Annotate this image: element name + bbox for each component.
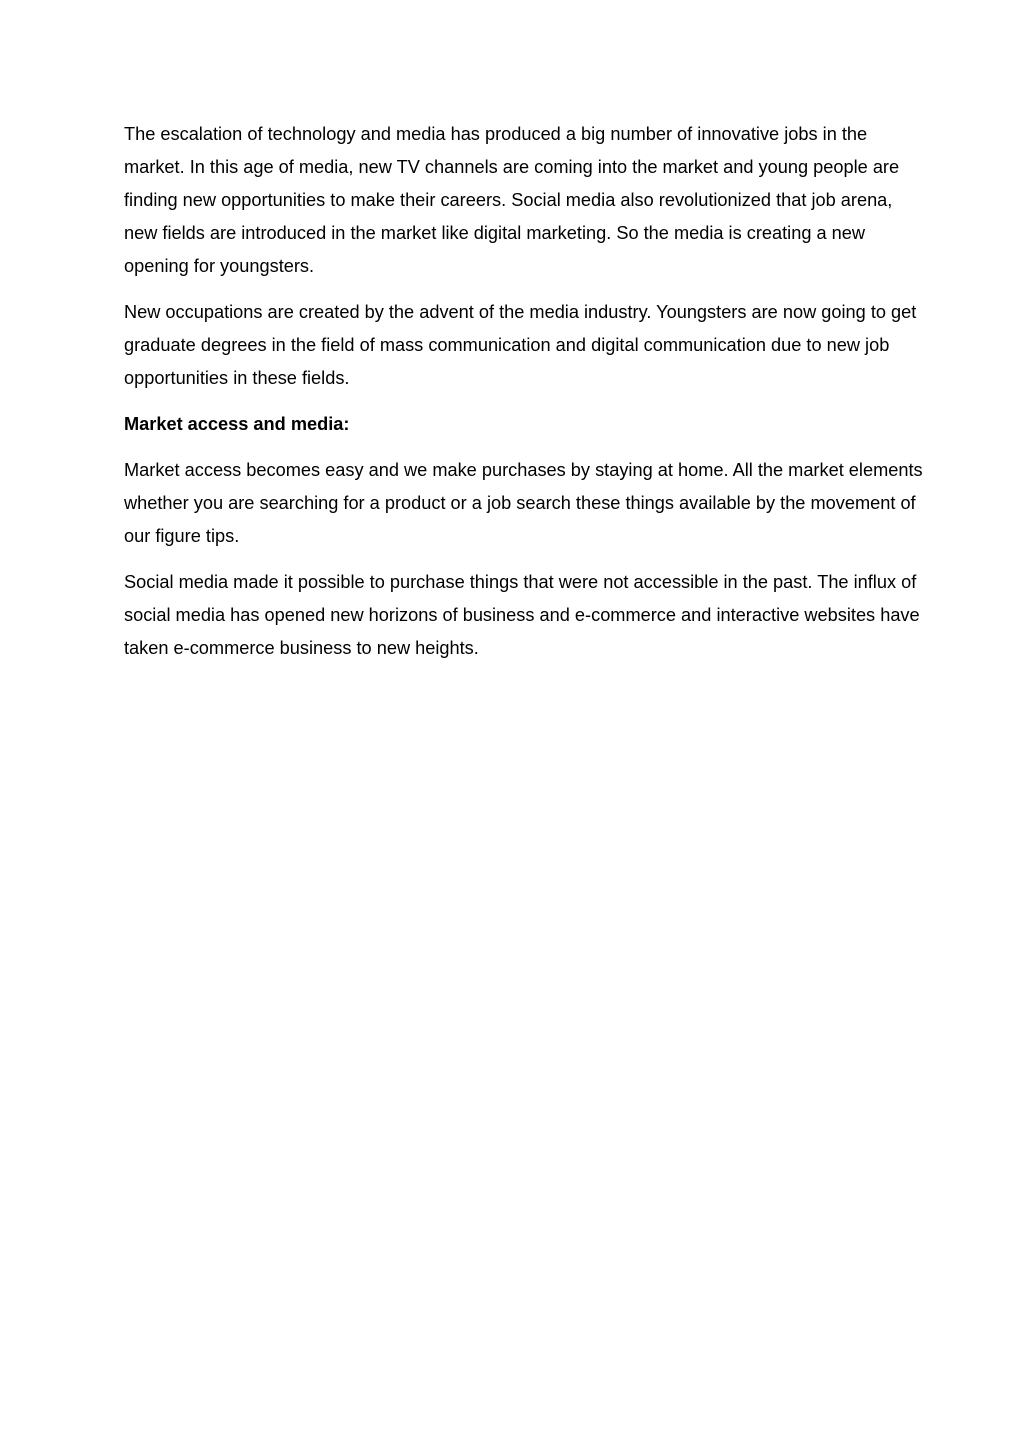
paragraph-1: The escalation of technology and media has produced a big number of innovative jobs in the market. In this age of media, new TV channels are coming into the market and young people are finding new opportunities to make their careers. Social media also revolutionized that job arena, new fields are introduced in the market like digital marketing. So the media is creating a new opening for youngsters. <box>124 124 900 276</box>
paragraph-4: Social media made it possible to purchase things that were not accessible in the past. The influx of social media has opened new horizons of business and e-commerce and interactive websites have taken e-commerce business to new heights. <box>124 572 920 658</box>
section-heading: Market access and media: <box>124 414 350 434</box>
paragraph-2: New occupations are created by the advent of the media industry. Youngsters are now going to get graduate degrees in the field of mass communication and digital communication due to new job opportunities in these fields. <box>124 302 917 388</box>
document-body <box>124 118 924 678</box>
paragraph-3: Market access becomes easy and we make purchases by staying at home. All the market elements whether you are searching for a product or a job search these things available by the movement of our figure tips. <box>124 460 923 546</box>
